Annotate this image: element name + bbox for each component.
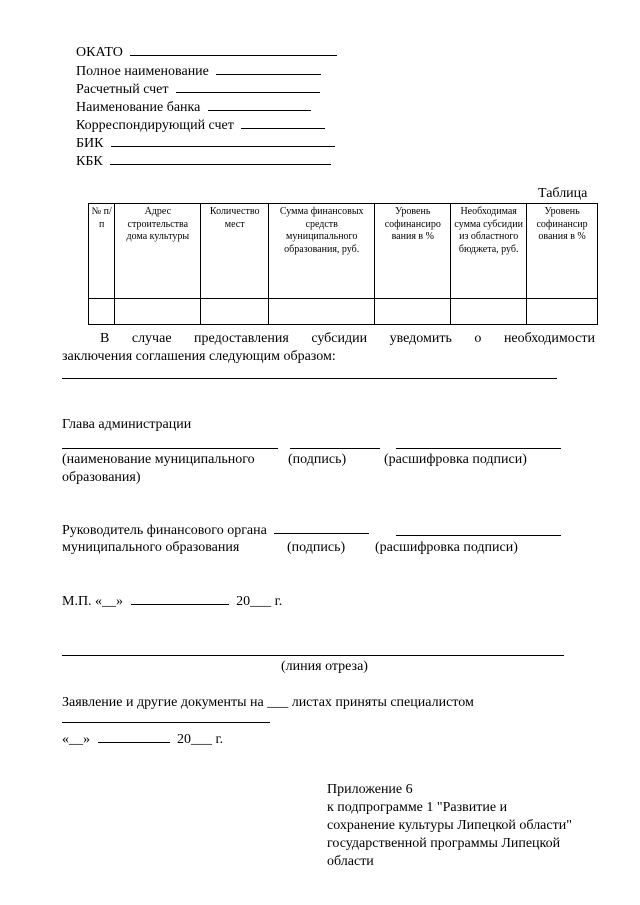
col-number: № п/п	[89, 204, 115, 299]
word: предоставления	[194, 331, 289, 346]
cut-line	[62, 655, 564, 656]
bik-label: БИК	[76, 136, 104, 151]
paragraph-line-1	[100, 330, 595, 347]
accept-date-line	[62, 730, 223, 748]
table-row	[89, 299, 598, 325]
full-name-line	[76, 62, 321, 80]
finance-head-title: Руководитель финансового органа	[62, 523, 267, 538]
table-cell[interactable]	[269, 299, 375, 325]
col-cofinancing-level: Уровень софинансиро вания в %	[375, 204, 451, 299]
okato-field[interactable]	[130, 43, 337, 56]
head-caption-municipality: (наименование муниципального	[62, 452, 255, 467]
corr-account-line	[76, 116, 325, 134]
corr-account-label: Корреспондирующий счет	[76, 118, 234, 133]
finance-caption-decode: (расшифровка подписи)	[375, 540, 518, 555]
accept-date-year: 20___ г.	[177, 732, 224, 747]
kbk-field[interactable]	[110, 152, 331, 165]
accept-date-month-field[interactable]	[98, 730, 170, 743]
account-field[interactable]	[176, 80, 320, 93]
full-name-field[interactable]	[216, 62, 321, 75]
head-signature-decode-field[interactable]	[396, 448, 561, 449]
appendix-line-2: к подпрограмме 1 "Развитие и	[327, 800, 508, 815]
col-seats: Количество мест	[201, 204, 269, 299]
stamp-date-month-field[interactable]	[131, 592, 229, 605]
finance-decode-field[interactable]	[396, 535, 561, 536]
table-cell[interactable]	[89, 299, 115, 325]
word: субсидии	[311, 331, 368, 346]
head-admin-title: Глава администрации	[62, 417, 192, 432]
finance-head-title-2: муниципального образования	[62, 540, 240, 555]
word: уведомить	[389, 331, 452, 346]
subsidy-table	[88, 203, 598, 325]
head-caption-decode: (расшифровка подписи)	[384, 452, 527, 467]
okato-line	[76, 43, 337, 61]
appendix-line-5: области	[327, 854, 374, 869]
word: о	[474, 331, 482, 346]
bank-field[interactable]	[208, 98, 311, 111]
municipality-name-field[interactable]	[62, 448, 278, 449]
stamp-year: 20___ г.	[236, 594, 283, 609]
col-required-subsidy: Необходимая сумма субсидии из областного бюджета, руб.	[451, 204, 527, 299]
table-cell[interactable]	[375, 299, 451, 325]
kbk-line	[76, 152, 331, 170]
appendix-line-4: государственной программы Липецкой	[327, 836, 561, 851]
accept-date-prefix: «__»	[62, 732, 90, 747]
stamp-date-line	[62, 592, 282, 610]
table-header-row	[89, 204, 598, 299]
head-signature-field[interactable]	[290, 448, 380, 449]
table-cell[interactable]	[527, 299, 598, 325]
okato-label: ОКАТО	[76, 45, 123, 60]
account-label: Расчетный счет	[76, 82, 169, 97]
specialist-field[interactable]	[62, 722, 270, 723]
agreement-field[interactable]	[62, 378, 557, 379]
col-cofinancing-level-2: Уровень софинансир ования в %	[527, 204, 598, 299]
corr-account-field[interactable]	[241, 116, 325, 129]
appendix-line-3: сохранение культуры Липецкой области"	[327, 818, 572, 833]
finance-signature-field[interactable]	[274, 521, 369, 534]
appendix-line-1: Приложение 6	[327, 782, 413, 797]
accept-line: Заявление и другие документы на ___ листах приняты специалистом	[62, 695, 474, 710]
full-name-label: Полное наименование	[76, 64, 209, 79]
col-address: Адрес строительства дома культуры	[115, 204, 201, 299]
head-caption-signature: (подпись)	[288, 452, 347, 467]
table-cell[interactable]	[451, 299, 527, 325]
bik-field[interactable]	[111, 134, 335, 147]
paragraph-line-2: заключения соглашения следующим образом:	[62, 349, 336, 364]
col-municipal-funds: Сумма финансовых средств муниципального образования, руб.	[269, 204, 375, 299]
table-cell[interactable]	[201, 299, 269, 325]
bik-line	[76, 134, 335, 152]
word: В	[100, 331, 110, 346]
head-caption-municipality-2: образования)	[62, 470, 141, 485]
word: случае	[131, 331, 172, 346]
word: необходимости	[503, 331, 595, 346]
cut-line-label: (линия отреза)	[281, 659, 368, 674]
stamp-label: М.П. «__»	[62, 594, 124, 609]
finance-caption-signature: (подпись)	[287, 540, 346, 555]
table-cell[interactable]	[115, 299, 201, 325]
table-caption: Таблица	[538, 186, 588, 201]
kbk-label: КБК	[76, 154, 103, 169]
finance-head-line	[62, 521, 369, 539]
account-line	[76, 80, 320, 98]
bank-label: Наименование банка	[76, 100, 201, 115]
bank-line	[76, 98, 311, 116]
